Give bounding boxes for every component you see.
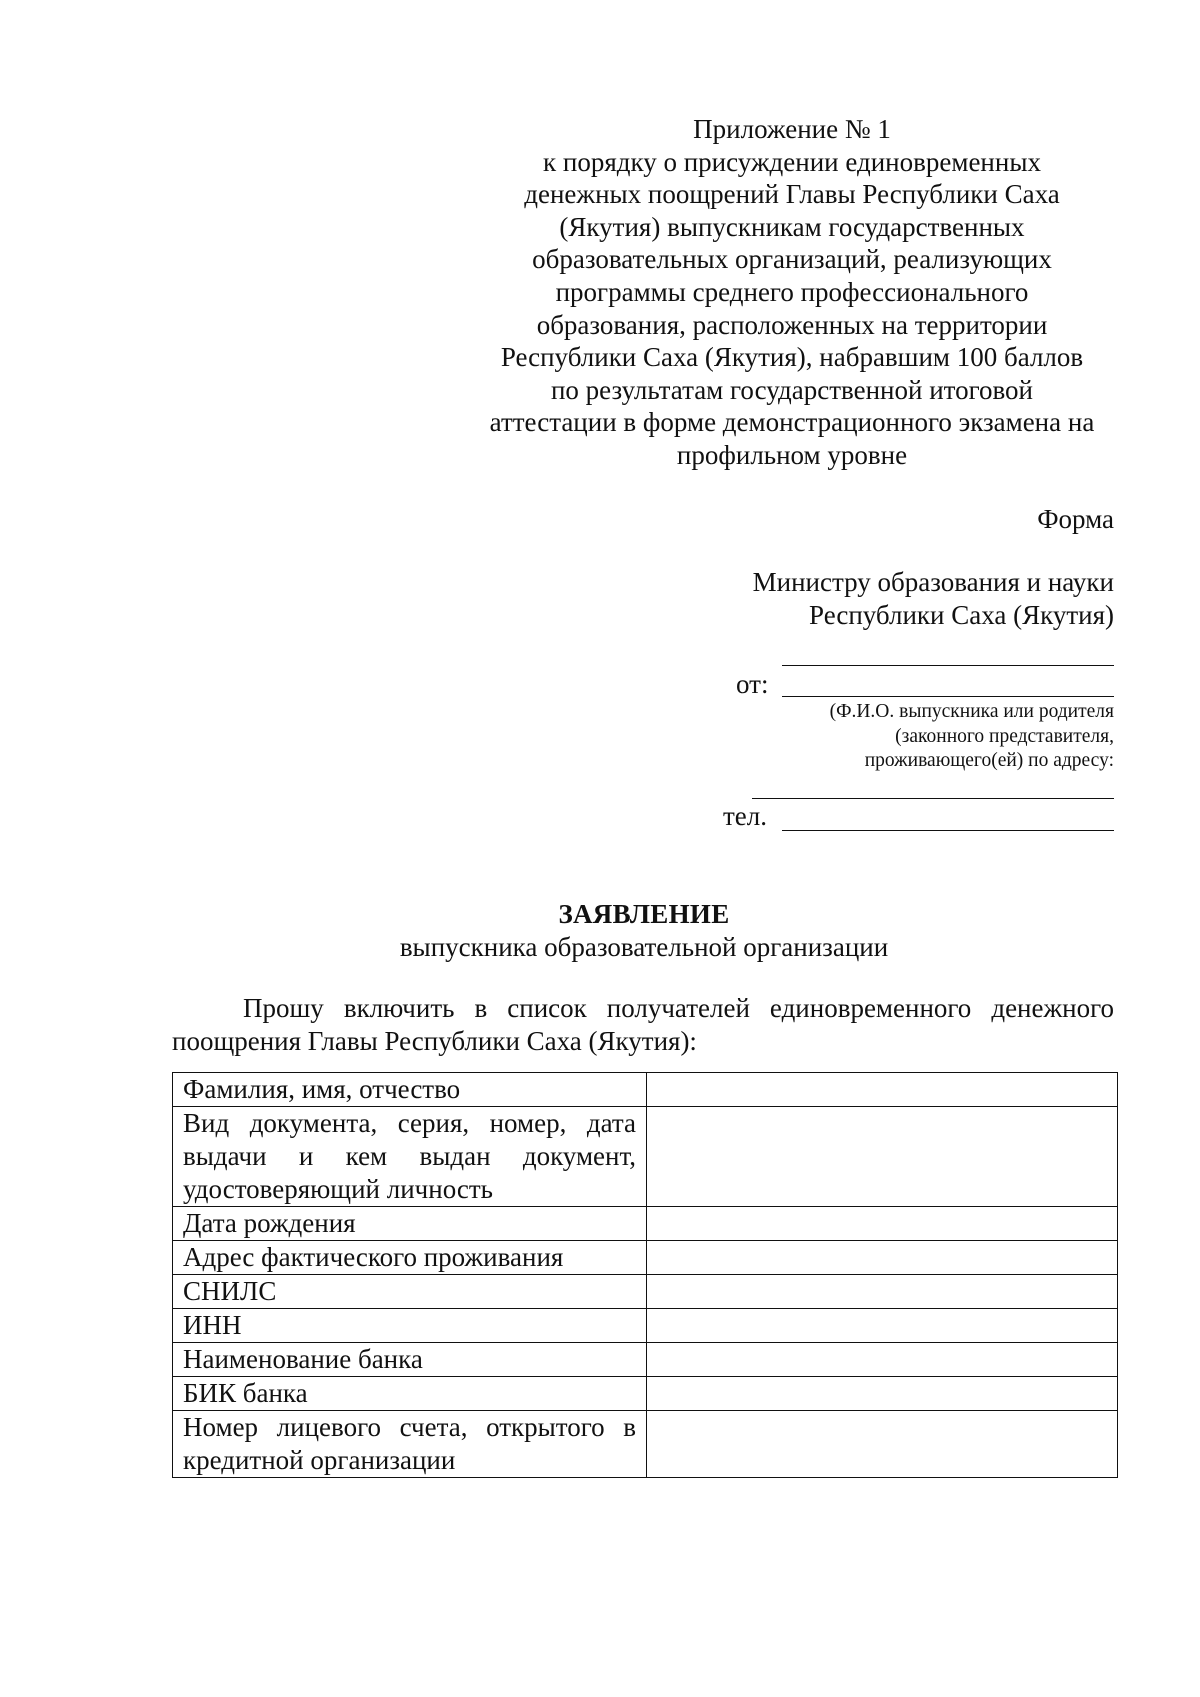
statement-intro <box>172 992 1114 1057</box>
sender-name-line-2[interactable] <box>782 696 1114 697</box>
sender-note-line: (Ф.И.О. выпускника или родителя <box>829 701 1114 722</box>
row-label: Номер лицевого счета, открытого в <box>183 1412 636 1442</box>
table-row <box>173 1275 1118 1309</box>
addressee-line: Министру образования и науки <box>752 567 1114 597</box>
row-value-cell[interactable] <box>647 1241 1118 1275</box>
addressee-block <box>694 566 1114 631</box>
addressee-line: Республики Саха (Якутия) <box>809 599 1114 630</box>
table-row <box>173 1343 1118 1377</box>
appendix-line: по результатам государственной итоговой <box>550 374 1034 405</box>
appendix-line: к порядку о присуждении единовременных <box>543 146 1041 177</box>
row-label-cell <box>173 1377 647 1411</box>
sender-note <box>734 700 1114 774</box>
row-label: Вид документа, серия, номер, дата <box>183 1108 636 1138</box>
row-label-cell <box>173 1343 647 1377</box>
table-row <box>173 1107 1118 1207</box>
from-label: от: <box>736 669 769 699</box>
row-value-cell[interactable] <box>647 1207 1118 1241</box>
sender-phone-line[interactable] <box>782 830 1114 831</box>
appendix-line: Республики Саха (Якутия), набравшим 100 баллов <box>500 342 1084 373</box>
row-label: Наименование банка <box>183 1344 423 1374</box>
row-label: Дата рождения <box>183 1208 356 1238</box>
statement-subtitle: выпускника образовательной организации <box>399 932 889 962</box>
table-row <box>173 1377 1118 1411</box>
sender-note-line: (законного представителя, <box>895 725 1114 747</box>
row-value-cell[interactable] <box>647 1275 1118 1309</box>
table-row <box>173 1207 1118 1241</box>
row-label: выдачи и кем выдан документ, <box>183 1141 636 1171</box>
row-label-cell <box>173 1275 647 1309</box>
sender-name-line-1[interactable] <box>782 665 1114 666</box>
table-row <box>173 1309 1118 1343</box>
row-label: Фамилия, имя, отчество <box>183 1074 461 1104</box>
row-label: Адрес фактического проживания <box>183 1242 564 1272</box>
table-row <box>173 1241 1118 1275</box>
row-label: удостоверяющий личность <box>183 1174 493 1204</box>
intro-line-2: поощрения Главы Республики Саха (Якутия): <box>172 1025 697 1056</box>
row-label: кредитной организации <box>183 1445 456 1475</box>
table-row <box>173 1073 1118 1107</box>
tel-label: тел. <box>723 801 768 831</box>
statement-title: ЗАЯВЛЕНИЕ <box>558 899 730 929</box>
appendix-line: программы среднего профессионального <box>555 276 1029 307</box>
appendix-line: денежных поощрений Главы Республики Саха <box>524 179 1060 210</box>
appendix-line: аттестации в форме демонстрационного экзамена на <box>489 407 1095 438</box>
row-label-cell <box>173 1207 647 1241</box>
row-value-cell[interactable] <box>647 1377 1118 1411</box>
appendix-line: образования, расположенных на территории <box>536 309 1048 340</box>
sender-note-line: проживающего(ей) по адресу: <box>864 750 1114 771</box>
applicant-data-table <box>172 1072 1118 1478</box>
row-label-cell <box>173 1411 647 1478</box>
appendix-line: Приложение № 1 <box>693 114 891 144</box>
row-value-cell[interactable] <box>647 1107 1118 1207</box>
row-label: БИК банка <box>183 1378 308 1408</box>
appendix-line: профильном уровне <box>676 439 908 470</box>
appendix-line: (Якутия) выпускникам государственных <box>559 211 1025 242</box>
row-value-cell[interactable] <box>647 1073 1118 1107</box>
row-label: СНИЛС <box>183 1276 277 1306</box>
row-value-cell[interactable] <box>647 1343 1118 1377</box>
row-label-cell <box>173 1309 647 1343</box>
intro-line-1: Прошу включить в список получателей единовременного денежного <box>243 993 1114 1023</box>
row-label-cell <box>173 1241 647 1275</box>
table-row <box>173 1411 1118 1478</box>
sender-address-line[interactable] <box>752 798 1114 799</box>
form-label: Форма <box>1037 504 1114 534</box>
row-value-cell[interactable] <box>647 1309 1118 1343</box>
row-label: ИНН <box>183 1310 242 1340</box>
row-value-cell[interactable] <box>647 1411 1118 1478</box>
appendix-line: образовательных организаций, реализующих <box>532 244 1052 275</box>
appendix-header <box>470 113 1114 472</box>
row-label-cell <box>173 1107 647 1207</box>
row-label-cell <box>173 1073 647 1107</box>
